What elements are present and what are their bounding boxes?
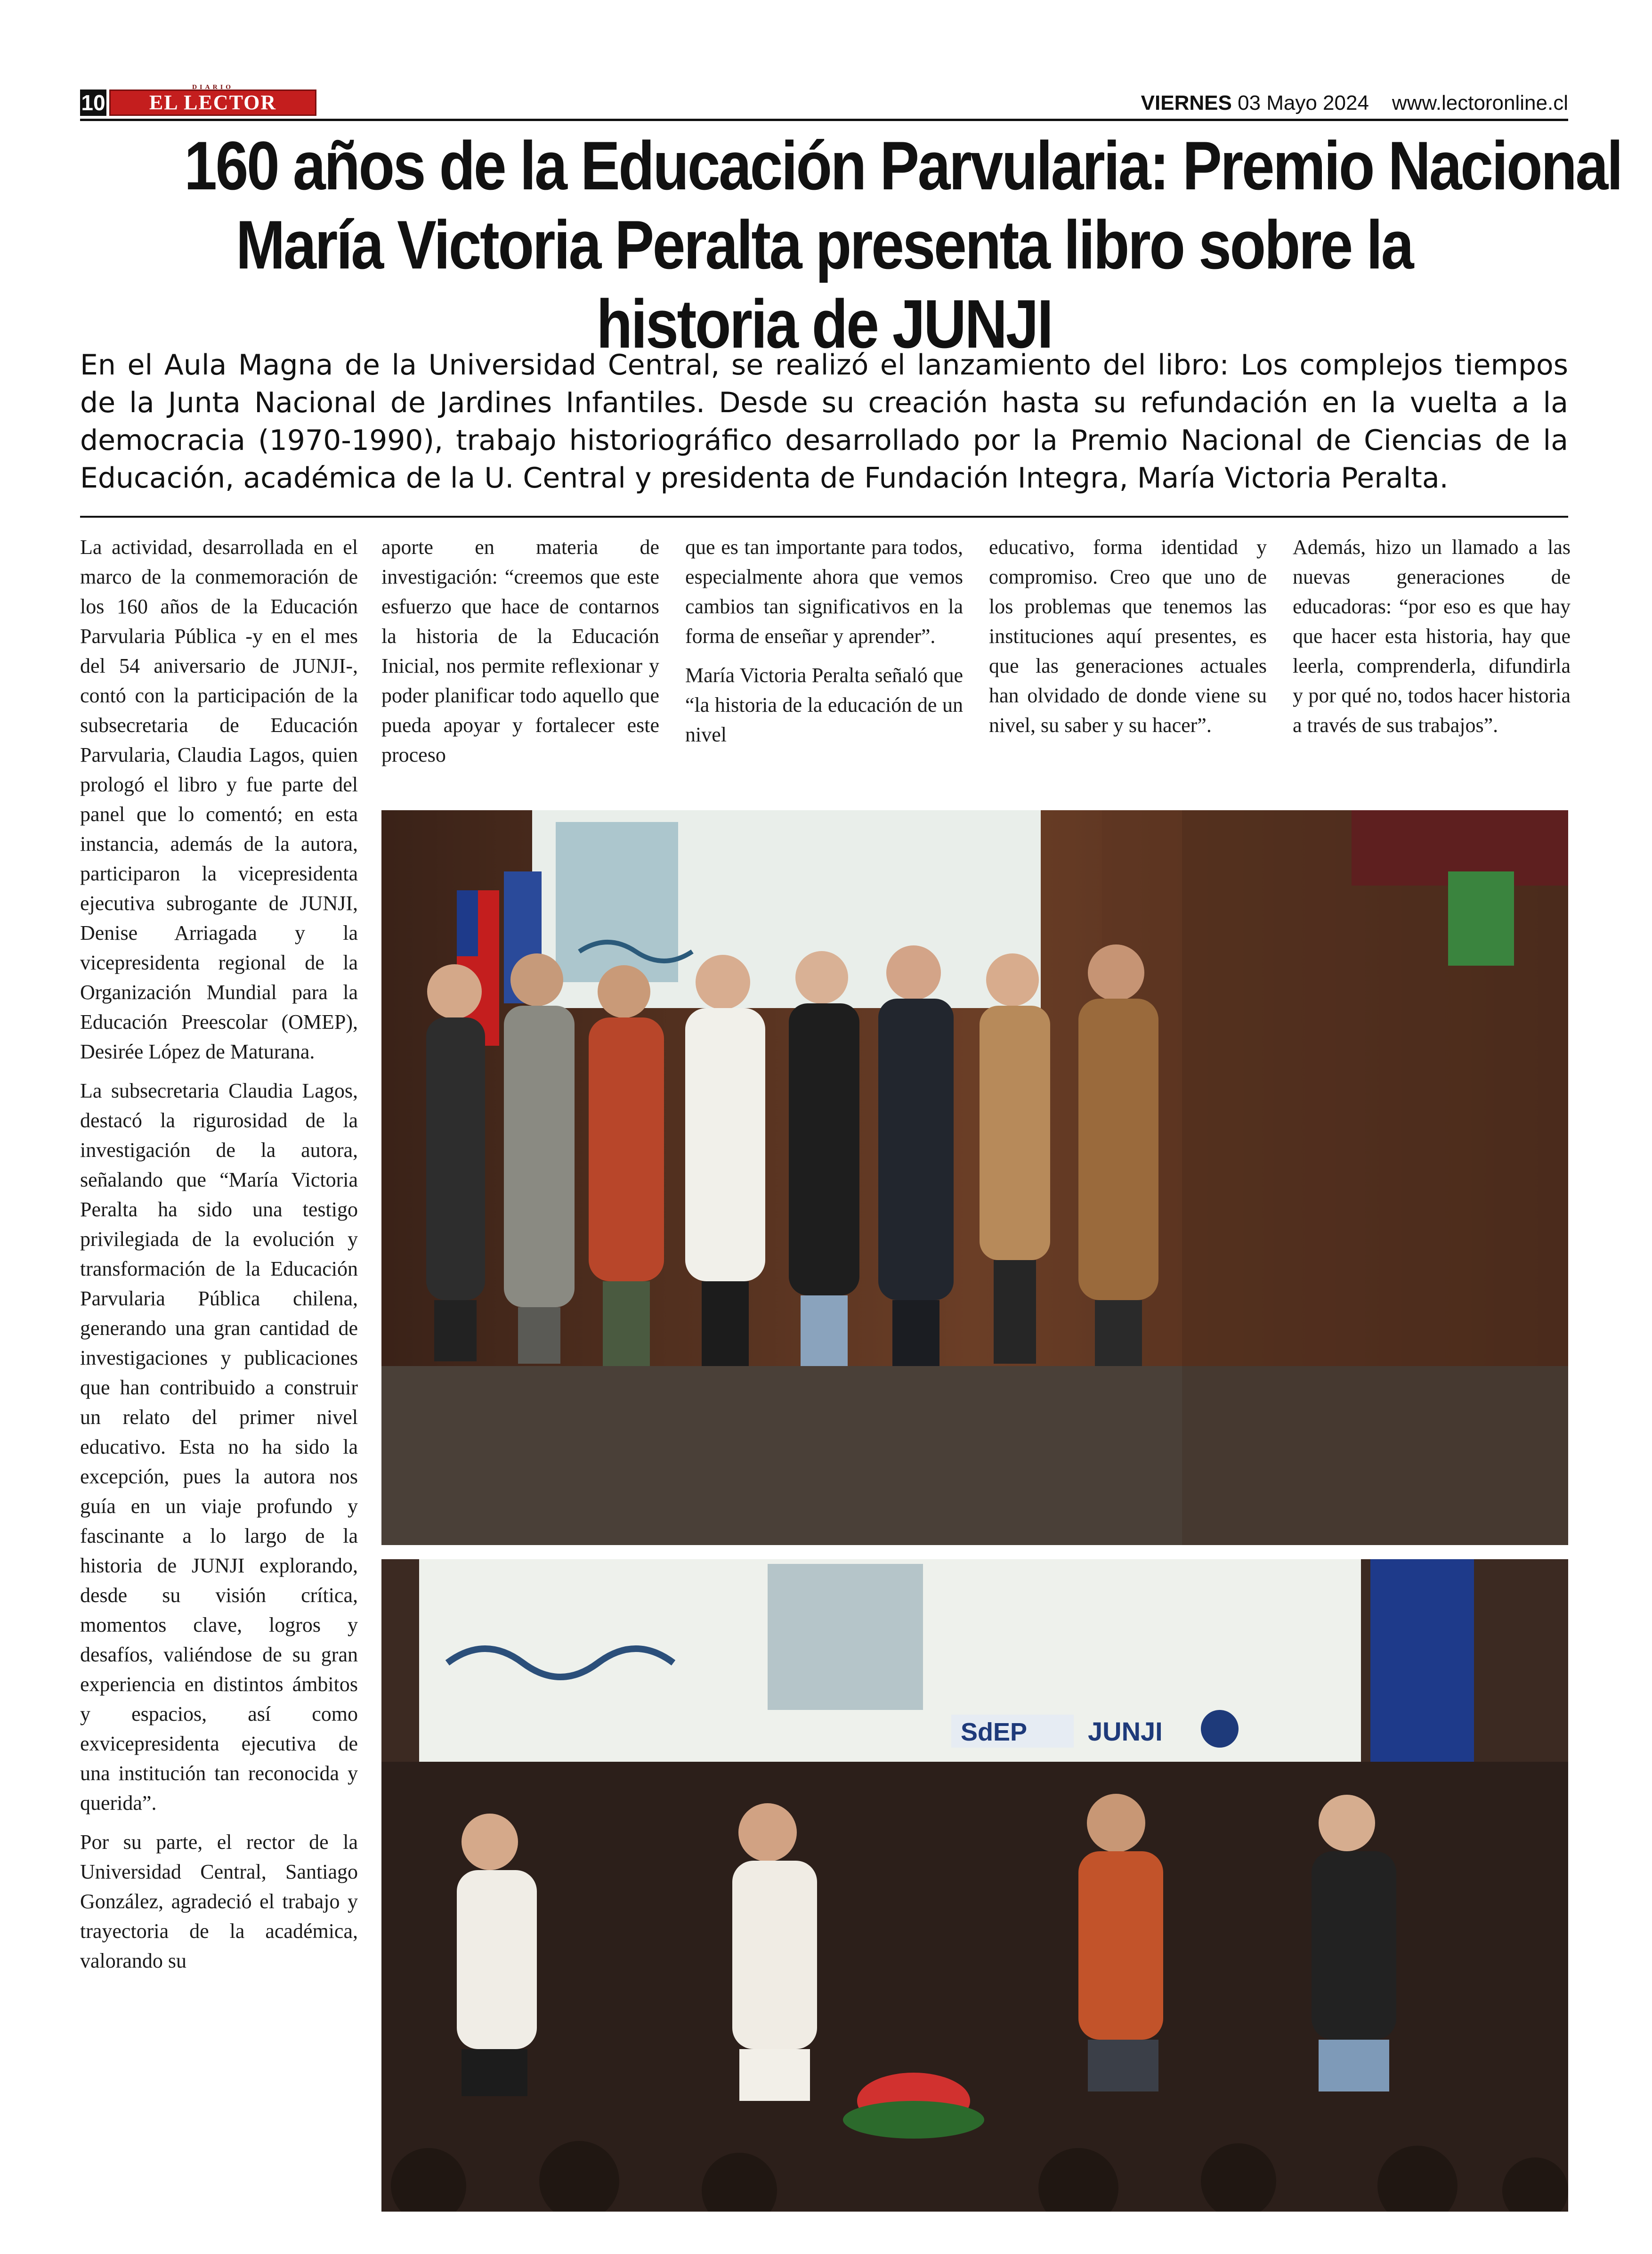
page-header	[80, 84, 1568, 118]
paragraph: que es tan importante para todos, especialmente ahora que vemos cambios tan significativos en la forma de enseñar y aprender”.	[685, 536, 963, 648]
deck-rule	[80, 516, 1568, 518]
website: www.lectoronline.cl	[1392, 91, 1568, 114]
dateline	[1141, 91, 1568, 115]
panel-photo	[381, 1559, 1568, 2212]
logo-text: EL LECTOR	[149, 91, 277, 114]
group-photo	[381, 810, 1568, 1545]
paragraph: La actividad, desarrollada en el marco de la conmemoración de los 160 años de la Educación Parvularia Pública -y en el mes del 54 aniversario de JUNJI-, contó con la participación de la subsecretaria de Educación Parvularia, Claudia Lagos, quien prologó el libro y fue parte del panel que lo comentó; en esta instancia, además de la autora, participaron la vicepresidenta ejecutiva subrogante de JUNJI, Denise Arriagada y la vicepresidenta regional de la Organización Mundial para la Educación Preescolar (OMEP), Desirée López de Maturana.	[80, 536, 358, 1063]
screen-logo-junji: JUNJI	[1088, 1717, 1163, 1746]
paragraph: La subsecretaria Claudia Lagos, destacó la rigurosidad de la investigación de la autora, señalando que “María Victoria Peralta ha sido una testigo privilegiada de la evolución y transformación de la Educación Parvularia Pública chilena, generando una gran cantidad de investigaciones y publicaciones que han contribuido a construir un relato del primer nivel educativo. Esta no ha sido la excepción, pues la autora nos guía en un viaje profundo y fascinante a lo largo de la historia de JUNJI explorando, desde su visión crítica, momentos clave, logros y desafíos, valiéndose de su gran experiencia en distintos ámbitos y espacios, así como exvicepresidenta ejecutiva de una institución tan reconocida y querida”.	[80, 1079, 358, 1815]
deck-summary: En el Aula Magna de la Universidad Central, se realizó el lanzamiento del libro: Los complejos tiempos de la Junta Nacional de Jardines Infantiles. Desde su creación hasta su refundación en la vuelta a la democracia (1970-1990), trabajo historiográfico desarrollado por la Premio Nacional de Ciencias de la Educación, académica de la U. Central y presidenta de Fundación Integra, María Victoria Peralta.	[80, 349, 1568, 495]
header-rule	[80, 119, 1568, 121]
body-column-2	[381, 532, 659, 779]
panel-photo-illustration	[381, 1559, 1568, 2212]
weekday: VIERNES	[1141, 91, 1232, 114]
paragraph: Por su parte, el rector de la Universidad Central, Santiago González, agradeció el trabajo y trayectoria de la académica, valorando su	[80, 1831, 358, 1972]
headline-line-2: María Victoria Peralta presenta libro sobre la	[235, 206, 1413, 283]
paragraph: educativo, forma identidad y compromiso. Creo que uno de los problemas que tenemos las instituciones aquí presentes, es que las generaciones actuales han olvidado de donde viene su nivel, su saber y su hacer”.	[989, 536, 1267, 737]
page-number: 10	[80, 90, 106, 116]
paragraph: Además, hizo un llamado a las nuevas generaciones de educadoras: “por eso es que hay que hacer esta historia, hay que leerla, comprenderla, difundirla y por qué no, todos hacer historia a través de sus trabajos”.	[1293, 536, 1571, 737]
logo-small-text: DIARIO	[192, 84, 234, 91]
paragraph: María Victoria Peralta señaló que “la historia de la educación de un nivel	[685, 664, 963, 746]
headline-line-3: historia de JUNJI	[596, 285, 1052, 362]
paragraph: aporte en materia de investigación: “creemos que este esfuerzo que hace de contarnos la historia de la Educación Inicial, nos permite reflexionar y poder planificar todo aquello que pueda apoyar y fortalecer este proceso	[381, 536, 659, 766]
screen-logo-sdep: SdEP	[961, 1718, 1028, 1746]
body-column-4	[989, 532, 1267, 749]
group-photo-illustration	[381, 810, 1568, 1545]
headline	[184, 126, 1622, 364]
masthead-logo	[109, 84, 316, 116]
body-column-5	[1293, 532, 1571, 749]
date: 03 Mayo 2024	[1238, 91, 1369, 114]
body-column-1	[80, 532, 358, 2214]
headline-line-1: 160 años de la Educación Parvularia: Premio Nacional	[184, 127, 1622, 204]
body-column-3	[685, 532, 963, 759]
